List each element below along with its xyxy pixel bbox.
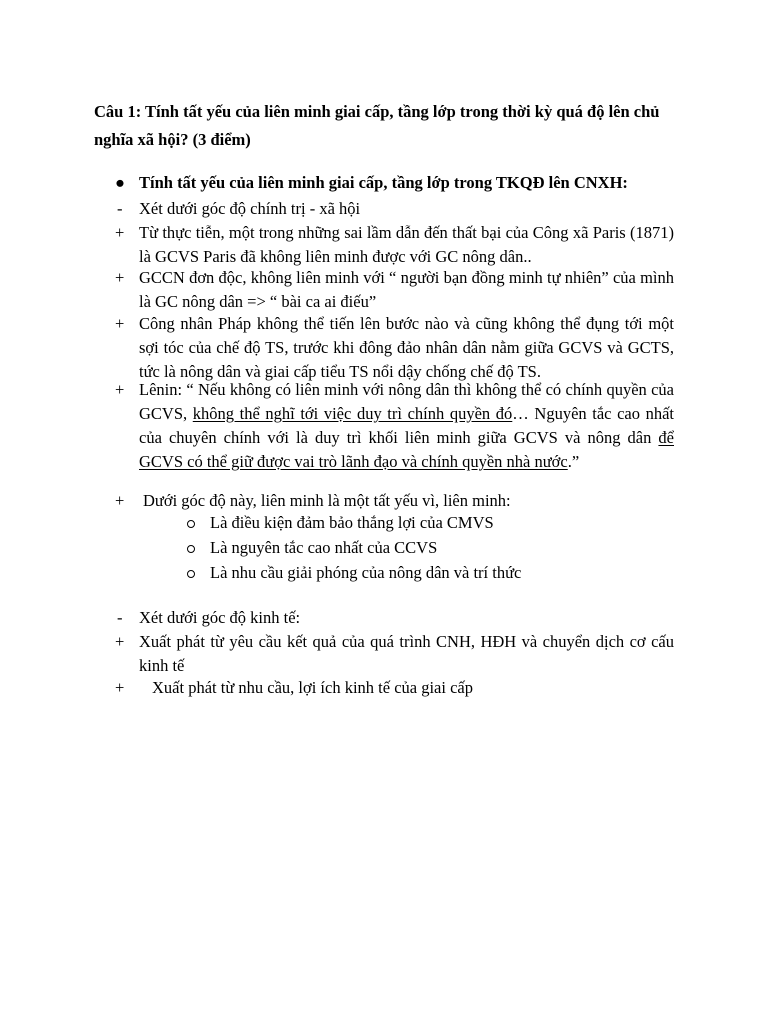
plus-marker: + [115, 380, 125, 399]
circle-bullet-icon [187, 520, 195, 528]
list-item: GCCN đơn độc, không liên minh với “ người bạn đồng minh tự nhiên” của mình là GC nông dân => “ bài ca ai điếu” [139, 268, 674, 311]
list-item: Xuất phát từ yêu cầu kết quả của quá trình CNH, HĐH và chuyển dịch cơ cấu kinh tế [139, 632, 674, 675]
bullet-marker: ● [115, 173, 125, 192]
list-item: Từ thực tiễn, một trong những sai lầm dẫn đến thất bại của Công xã Paris (1871) là GCVS Paris đã không liên minh được với GC nông dân.. [139, 223, 674, 266]
quote-text: .” [567, 452, 580, 471]
list-item: Xuất phát từ nhu cầu, lợi ích kinh tế của giai cấp [152, 678, 473, 697]
dash-marker: - [117, 608, 123, 627]
conclusion-text: Dưới góc độ này, liên minh là một tất yếu vì, liên minh: [143, 491, 511, 510]
quote-underline: để GCVS có thể giữ được vai trò lãnh đạo và chính quyền nhà nước [139, 428, 674, 471]
circle-bullet-icon [187, 545, 195, 553]
sub-item: Là nguyên tắc cao nhất của CCVS [210, 538, 438, 557]
list-item: Công nhân Pháp không thể tiến lên bước nào và cũng không thể đụng tới một sợi tóc của chế độ TS, trước khi đông đảo nhân dân nằm giữa GCVS và GCTS, tức là nông dân và giai cấp tiểu TS nổi dậy chống chế độ TS. [139, 314, 674, 381]
dash-marker: - [117, 199, 123, 218]
sub-item: Là điều kiện đảm bảo thắng lợi của CMVS [210, 513, 494, 532]
sub-item: Là nhu cầu giải phóng của nông dân và trí thức [210, 563, 522, 582]
plus-marker: + [115, 268, 125, 287]
lenin-quote [139, 378, 674, 474]
political-social-heading: Xét dưới góc độ chính trị - xã hội [139, 199, 361, 218]
question-title: Câu 1: Tính tất yếu của liên minh giai cấp, tầng lớp trong thời kỳ quá độ lên chủ nghĩa xã hội? (3 điểm) [94, 102, 660, 149]
plus-marker: + [115, 678, 125, 697]
section-heading: Tính tất yếu của liên minh giai cấp, tầng lớp trong TKQĐ lên CNXH: [139, 173, 628, 192]
plus-marker: + [115, 632, 125, 651]
plus-marker: + [115, 314, 125, 333]
plus-marker: + [115, 491, 125, 510]
plus-marker: + [115, 223, 125, 242]
quote-underline: không thể nghĩ tới việc duy trì chính quyền đó [192, 404, 513, 423]
quote-text: Lênin: “ Nếu không có liên minh với nông dân thì không thể có chính quyền của GCVS, [139, 380, 674, 423]
economic-heading: Xét dưới góc độ kinh tế: [139, 608, 301, 627]
quote-text: … Nguyên tắc cao nhất của chuyên chính với là duy trì khối liên minh giữa GCVS và nông dân [139, 404, 675, 447]
circle-bullet-icon [187, 570, 195, 578]
